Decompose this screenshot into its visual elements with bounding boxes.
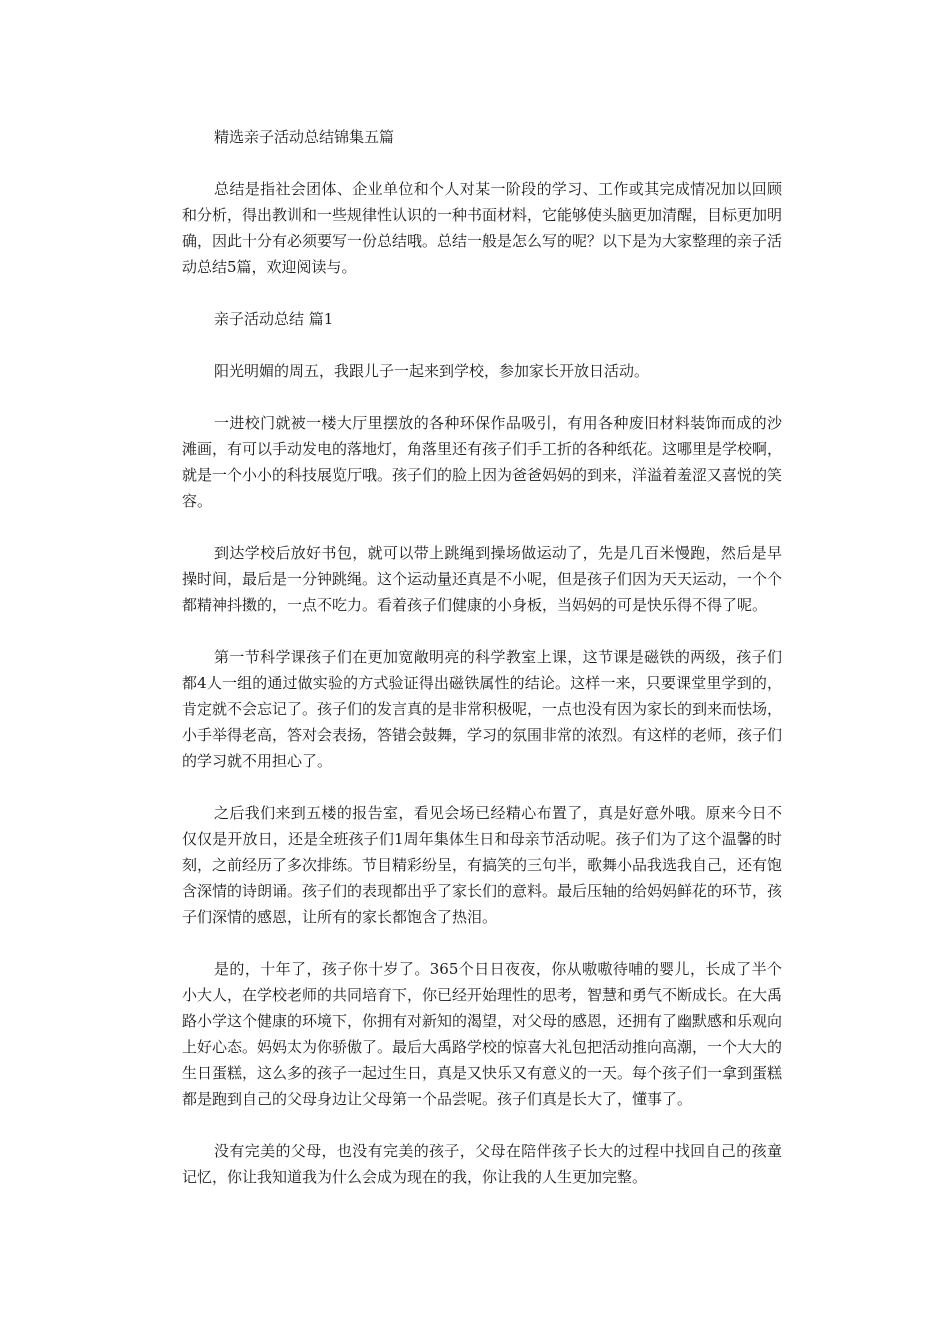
body-paragraph: 一进校门就被一楼大厅里摆放的各种环保作品吸引，有用各种废旧材料装饰而成的沙滩画，有可以手动发电的落地灯，角落里还有孩子们手工折的各种纸花。这哪里是学校啊，就是一个小小的科技展览厅哦。孩子们的脸上因为爸爸妈妈的到来，洋溢着羞涩又喜悦的笑容。 [182, 414, 783, 510]
spacer [182, 332, 782, 358]
spacer [182, 1112, 782, 1138]
spacer [182, 618, 782, 644]
body-paragraph: 之后我们来到五楼的报告室，看见会场已经精心布置了，真是好意外哦。原来今日不仅仅是开放日，还是全班孩子们1周年集体生日和母亲节活动呢。孩子们为了这个温馨的时刻，之前经历了多次排练。节目精彩纷呈，有搞笑的三句半，歌舞小品我选我自己，还有饱含深情的诗朗诵。孩子们的表现都出乎了家长们的意料。最后压轴的给妈妈鲜花的环节，孩子们深情的感恩，让所有的家长都饱含了热泪。 [182, 804, 783, 926]
spacer [182, 930, 782, 956]
spacer [182, 280, 782, 306]
body-paragraph: 到达学校后放好书包，就可以带上跳绳到操场做运动了，先是几百米慢跑，然后是早操时间，最后是一分钟跳绳。这个运动量还真是不小呢，但是孩子们因为天天运动，一个个都精神抖擞的，一点不吃力。看着孩子们健康的小身板，当妈妈的可是快乐得不得了呢。 [182, 544, 783, 614]
section-heading: 亲子活动总结 篇1 [214, 310, 334, 328]
spacer [182, 150, 782, 176]
body-paragraph: 第一节科学课孩子们在更加宽敞明亮的科学教室上课，这节课是磁铁的两级，孩子们都4人一组的通过做实验的方式验证得出磁铁属性的结论。这样一来，只要课堂里学到的，肯定就不会忘记了。孩子们的发言真的是非常积极呢，一点也没有因为家长的到来而怯场，小手举得老高，答对会表扬，答错会鼓舞，学习的氛围非常的浓烈。有这样的老师，孩子们的学习就不用担心了。 [182, 648, 783, 770]
body-paragraph: 阳光明媚的周五，我跟儿子一起来到学校，参加家长开放日活动。 [214, 362, 650, 380]
document-title: 精选亲子活动总结锦集五篇 [214, 128, 395, 146]
spacer [182, 774, 782, 800]
document-page [182, 124, 782, 1190]
spacer [182, 514, 782, 540]
intro-paragraph: 总结是指社会团体、企业单位和个人对某一阶段的学习、工作或其完成情况加以回顾和分析，得出教训和一些规律性认识的一种书面材料，它能够使头脑更加清醒，目标更加明确，因此十分有必须要写一份总结哦。总结一般是怎么写的呢？以下是为大家整理的亲子活动总结5篇，欢迎阅读与。 [182, 180, 783, 276]
spacer [182, 384, 782, 410]
body-paragraph: 是的，十年了，孩子你十岁了。365个日日夜夜，你从嗷嗷待哺的婴儿，长成了半个小大人，在学校老师的共同培育下，你已经开始理性的思考，智慧和勇气不断成长。在大禹路小学这个健康的环境下，你拥有对新知的渴望，对父母的感恩，还拥有了幽默感和乐观向上好心态。妈妈太为你骄傲了。最后大禹路学校的惊喜大礼包把活动推向高潮，一个大大的生日蛋糕，这么多的孩子一起过生日，真是又快乐又有意义的一天。每个孩子们一拿到蛋糕都是跑到自己的父母身边让父母第一个品尝呢。孩子们真是长大了，懂事了。 [182, 960, 783, 1108]
body-paragraph: 没有完美的父母，也没有完美的孩子，父母在陪伴孩子长大的过程中找回自己的孩童记忆，你让我知道我为什么会成为现在的我，你让我的人生更加完整。 [182, 1142, 782, 1186]
